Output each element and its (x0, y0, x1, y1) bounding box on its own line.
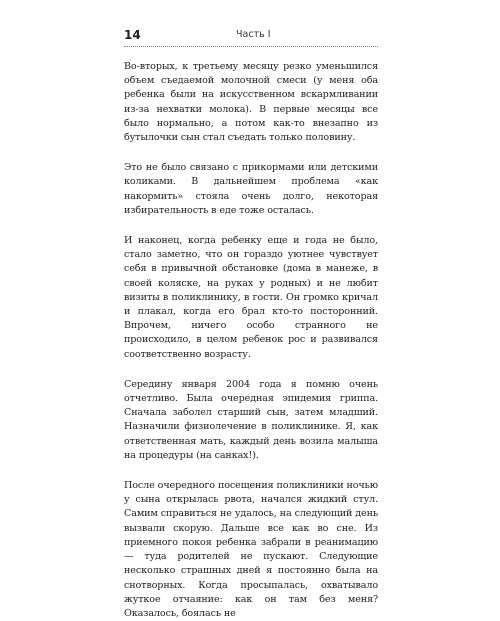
paragraph-1: Во-вторых, к третьему месяцу резко уменьшился объем съедаемой молочной смеси (у меня оба ребенка были на искусственном вскармливании из-за нехватки молока). В первые месяцы все было нормально, а потом как-то внезапно из бутылочки сын стал съедать только половину. (124, 61, 378, 144)
paragraph-3: И наконец, когда ребенку еще и года не было, стало заметно, что он гораздо уютнее чувствует себя в привычной обстановке (дома в манеже, в своей коляске, на руках у родных) и не любит визиты в поликлинику, в гости. Он громко кричал и плакал, когда его брал кто-то посторонний. Впрочем, ничего особо странного не происходило, в целом ребенок рос и развивался соответственно возрасту. (124, 235, 378, 360)
paragraph-2: Это не было связано с прикормами или детскими коликами. В дальнейшем проблема «как накормить» стояла очень долго, некоторая избирательность в еде тоже осталась. (124, 162, 378, 216)
part-title: Часть I (236, 29, 271, 40)
page-number: 14 (124, 28, 141, 42)
paragraph-4: Середину января 2004 года я помню очень отчетливо. Была очередная эпидемия гриппа. Сначала заболел старший сын, затем младший. Назначили физиолечение в поликлинике. Я, как ответственная мать, каждый день возила малыша на процедуры (на санках!). (124, 378, 378, 461)
running-head (124, 26, 378, 52)
header-divider (124, 46, 378, 47)
body-text (124, 60, 378, 621)
paragraph-5: После очередного посещения поликлиники ночью у сына открылась рвота, начался жидкий стул. Самим справиться не удалось, на следующий день вызвали скорую. Дальше все как во сне. Из приемного покоя ребенка забрали в реанимацию — туда родителей не пускают. Следующие несколько страшных дней я постоянно была на снотворных. Когда просыпалась, охватывало жуткое отчаяние: как он там без меня? Оказалось, боялась не (124, 480, 378, 619)
